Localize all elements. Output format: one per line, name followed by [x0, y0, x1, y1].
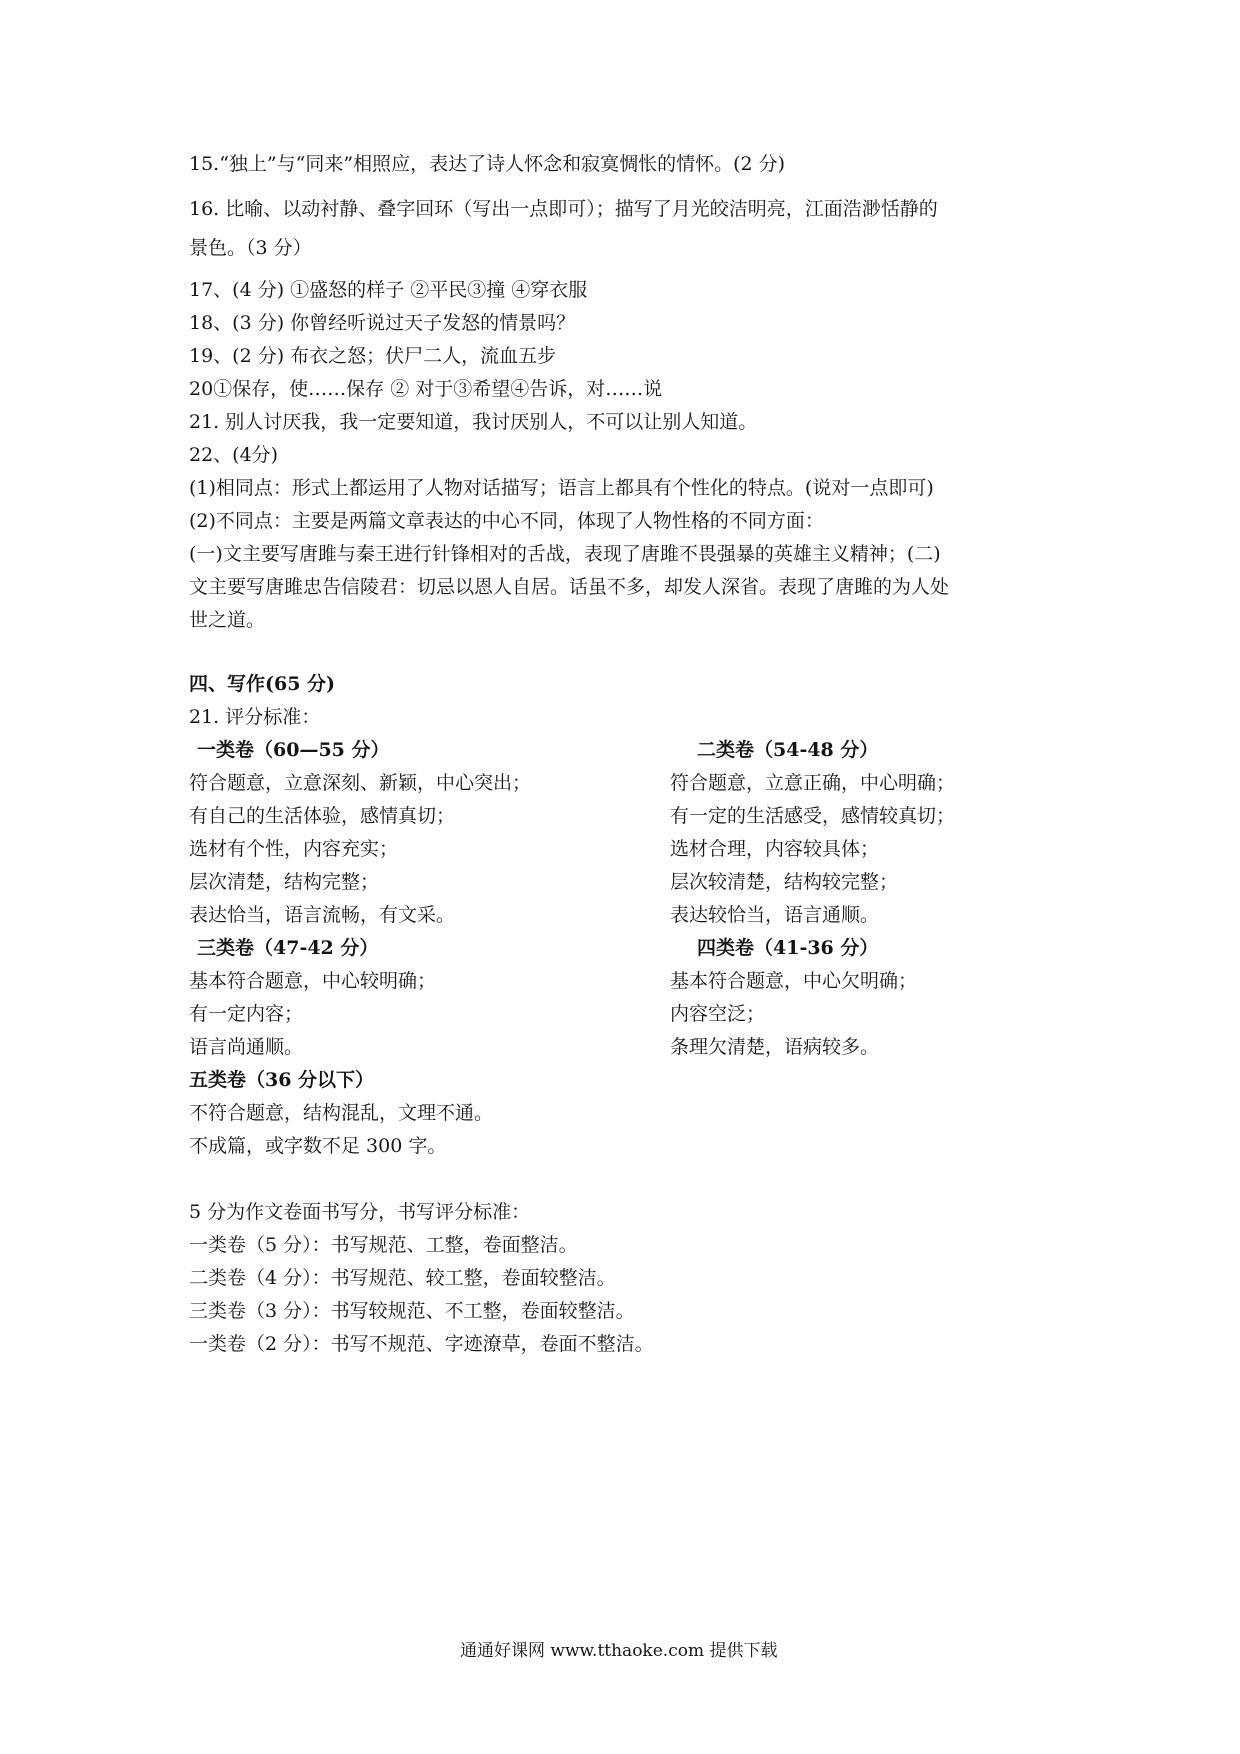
grade2-item: 有一定的生活感受，感情较真切； — [670, 805, 956, 827]
grade3-item: 基本符合题意，中心较明确； — [189, 970, 437, 992]
answer-22-point3-line3: 世之道。 — [189, 609, 266, 631]
grade3-item: 语言尚通顺。 — [189, 1036, 304, 1058]
grade5-title: 五类卷（36 分以下） — [189, 1069, 375, 1091]
handwriting-item: 一类卷（2 分）：书写不规范、字迹潦草，卷面不整洁。 — [189, 1333, 654, 1355]
handwriting-item: 一类卷（5 分）：书写规范、工整，卷面整洁。 — [189, 1234, 578, 1256]
grade1-item: 有自己的生活体验，感情真切； — [189, 805, 456, 827]
grade1-title: 一类卷（60—55 分） — [197, 739, 390, 761]
grade4-item: 内容空泛； — [670, 1003, 766, 1025]
writing-section-title: 四、写作(65 分) — [189, 673, 336, 695]
answer-16-line2: 景色。（3 分） — [189, 237, 312, 259]
footer-download-note: 通通好课网 www.tthaoke.com 提供下载 — [460, 1641, 778, 1661]
grade3-title: 三类卷（47-42 分） — [197, 937, 379, 959]
answer-22-point1: (1)相同点：形式上都运用了人物对话描写；语言上都具有个性化的特点。(说对一点即可) — [189, 477, 934, 499]
grade1-item: 表达恰当，语言流畅，有文采。 — [189, 904, 456, 926]
answer-22-title: 22、(4分) — [189, 444, 279, 466]
grade3-item: 有一定内容； — [189, 1003, 304, 1025]
grade2-title: 二类卷（54-48 分） — [697, 739, 879, 761]
answer-22-point2: (2)不同点：主要是两篇文章表达的中心不同，体现了人物性格的不同方面： — [189, 510, 824, 532]
handwriting-intro: 5 分为作文卷面书写分，书写评分标准： — [189, 1201, 531, 1223]
grade2-item: 表达较恰当，语言通顺。 — [670, 904, 880, 926]
answer-21: 21. 别人讨厌我，我一定要知道，我讨厌别人，不可以让别人知道。 — [189, 411, 758, 433]
answer-22-point3-line1: (一)文主要写唐雎与秦王进行针锋相对的舌战，表现了唐雎不畏强暴的英雄主义精神；(二) — [189, 543, 941, 565]
handwriting-item: 二类卷（4 分）：书写规范、较工整，卷面较整洁。 — [189, 1267, 616, 1289]
grade1-item: 层次清楚，结构完整； — [189, 871, 380, 893]
answer-22-point3-line2: 文主要写唐雎忠告信陵君：切忌以恩人自居。话虽不多，却发人深省。表现了唐雎的为人处 — [189, 576, 950, 598]
grade2-item: 层次较清楚，结构较完整； — [670, 871, 899, 893]
grade5-item: 不符合题意，结构混乱，文理不通。 — [189, 1102, 494, 1124]
grade1-item: 符合题意，立意深刻、新颖，中心突出； — [189, 772, 532, 794]
grade4-item: 基本符合题意，中心欠明确； — [670, 970, 918, 992]
grade5-item: 不成篇，或字数不足 300 字。 — [189, 1135, 447, 1157]
grade1-item: 选材有个性，内容充实； — [189, 838, 399, 860]
grade4-item: 条理欠清楚，语病较多。 — [670, 1036, 880, 1058]
grade2-item: 选材合理，内容较具体； — [670, 838, 880, 860]
answer-20: 20①保存，使……保存 ② 对于③希望④告诉，对……说 — [189, 378, 663, 400]
answer-16-line1: 16. 比喻、以动衬静、叠字回环（写出一点即可）；描写了月光皎洁明亮，江面浩渺恬静的 — [189, 198, 938, 220]
grade4-title: 四类卷（41-36 分） — [697, 937, 879, 959]
answer-17: 17、(4 分) ①盛怒的样子 ②平民③撞 ④穿衣服 — [189, 279, 588, 301]
grade2-item: 符合题意，立意正确，中心明确； — [670, 772, 956, 794]
answer-19: 19、(2 分) 布衣之怒；伏尸二人，流血五步 — [189, 345, 557, 367]
criteria-title: 21. 评分标准： — [189, 706, 321, 728]
answer-15: 15.“独上”与“同来”相照应，表达了诗人怀念和寂寞惆怅的情怀。(2 分) — [189, 153, 786, 175]
answer-18: 18、(3 分) 你曾经听说过天子发怒的情景吗？ — [189, 312, 576, 334]
handwriting-item: 三类卷（3 分）：书写较规范、不工整，卷面较整洁。 — [189, 1300, 635, 1322]
